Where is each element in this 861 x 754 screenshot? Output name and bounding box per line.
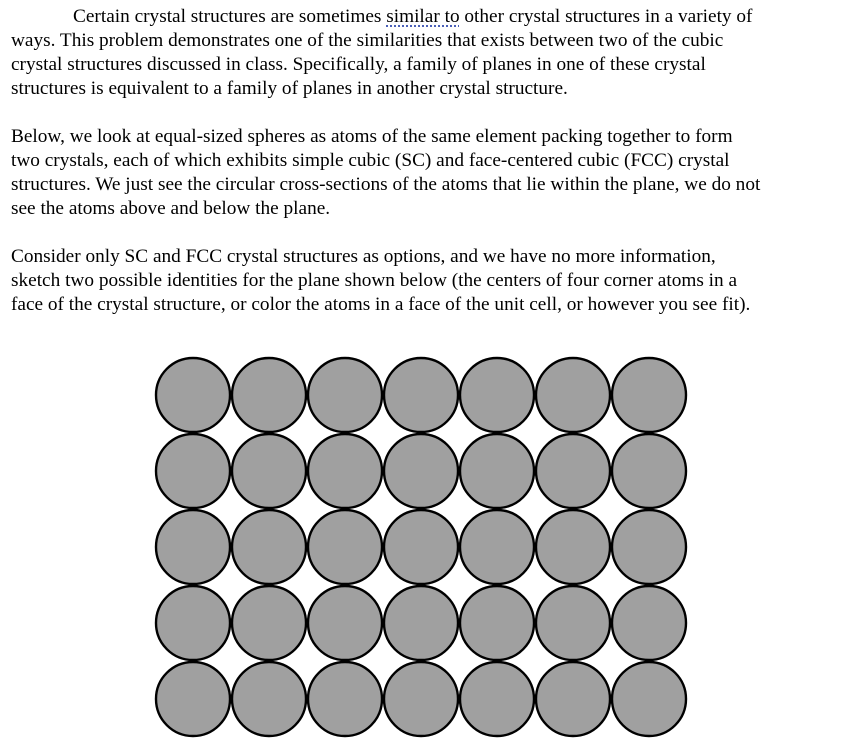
atom-r5-c3 xyxy=(308,662,382,736)
atom-plane-figure xyxy=(150,352,690,744)
paragraph-intro-line-3: crystal structures discussed in class. Specifically, a family of planes in one of these crystal xyxy=(11,54,706,75)
atom-r1-c5 xyxy=(460,358,534,432)
atom-r4-c5 xyxy=(460,586,534,660)
atom-r2-c4 xyxy=(384,434,458,508)
atom-r1-c6 xyxy=(536,358,610,432)
atom-r5-c1 xyxy=(156,662,230,736)
atom-r3-c1 xyxy=(156,510,230,584)
paragraph-instructions-line-2: sketch two possible identities for the plane shown below (the centers of four corner atoms in a xyxy=(11,270,738,291)
paragraph-instructions-line-1: Consider only SC and FCC crystal structures as options, and we have no more information, xyxy=(11,246,716,267)
paragraph-description-line-4: see the atoms above and below the plane. xyxy=(11,198,331,219)
paragraph-instructions-line-3: face of the crystal structure, or color the atoms in a face of the unit cell, or however you see fit). xyxy=(11,294,751,315)
atom-r5-c5 xyxy=(460,662,534,736)
paragraph-instructions xyxy=(11,245,841,317)
atom-r2-c3 xyxy=(308,434,382,508)
paragraph-intro-line-4: structures is equivalent to a family of planes in another crystal structure. xyxy=(11,78,568,99)
atom-r2-c6 xyxy=(536,434,610,508)
atom-r5-c6 xyxy=(536,662,610,736)
atom-r2-c1 xyxy=(156,434,230,508)
atom-r4-c2 xyxy=(232,586,306,660)
intro-line-1-start: Certain crystal structures are sometimes xyxy=(73,6,387,27)
intro-line-1-end: other crystal structures in a variety of xyxy=(459,6,753,27)
paragraph-description-line-3: structures. We just see the circular cross-sections of the atoms that lie within the plane, we do not xyxy=(11,174,761,195)
atom-r2-c7 xyxy=(612,434,686,508)
atom-r5-c7 xyxy=(612,662,686,736)
atom-r3-c3 xyxy=(308,510,382,584)
atom-r3-c7 xyxy=(612,510,686,584)
atom-r3-c6 xyxy=(536,510,610,584)
atom-r1-c7 xyxy=(612,358,686,432)
atom-r3-c4 xyxy=(384,510,458,584)
atom-r3-c5 xyxy=(460,510,534,584)
paragraph-intro-line-2: ways. This problem demonstrates one of the similarities that exists between two of the cubic xyxy=(11,30,724,51)
atom-r4-c4 xyxy=(384,586,458,660)
atom-r4-c7 xyxy=(612,586,686,660)
atom-r5-c2 xyxy=(232,662,306,736)
atom-r3-c2 xyxy=(232,510,306,584)
paragraph-intro-line-1 xyxy=(11,5,841,29)
atom-r1-c4 xyxy=(384,358,458,432)
paragraph-description-line-1: Below, we look at equal-sized spheres as atoms of the same element packing together to form xyxy=(11,126,733,147)
atom-r2-c5 xyxy=(460,434,534,508)
atom-r4-c1 xyxy=(156,586,230,660)
atom-grid-graphic xyxy=(150,352,690,744)
atom-r5-c4 xyxy=(384,662,458,736)
paragraph-intro xyxy=(11,5,841,101)
atom-r2-c2 xyxy=(232,434,306,508)
atom-r1-c2 xyxy=(232,358,306,432)
grammar-flagged-phrase[interactable]: similar to xyxy=(386,6,460,27)
document-body xyxy=(11,5,841,317)
atom-r1-c3 xyxy=(308,358,382,432)
paragraph-description-line-2: two crystals, each of which exhibits simple cubic (SC) and face-centered cubic (FCC) crystal xyxy=(11,150,730,171)
atom-r1-c1 xyxy=(156,358,230,432)
paragraph-description xyxy=(11,125,841,221)
atom-r4-c3 xyxy=(308,586,382,660)
atom-r4-c6 xyxy=(536,586,610,660)
